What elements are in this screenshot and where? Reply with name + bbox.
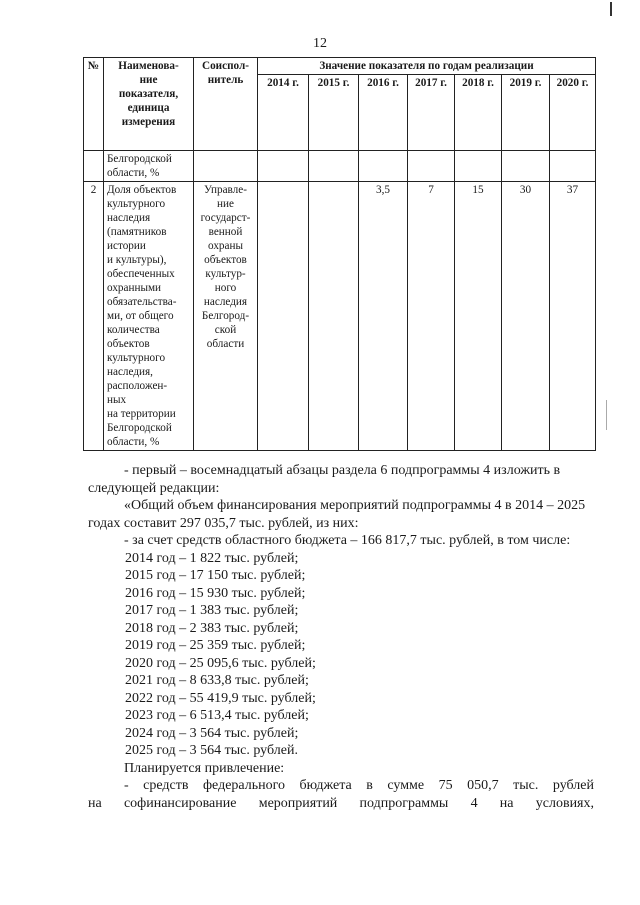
- row-value: 37: [550, 182, 596, 451]
- row-value: 7: [408, 182, 455, 451]
- row-name-line: ных: [107, 394, 127, 406]
- row-value: [408, 151, 455, 182]
- paragraph-regional-budget: - за счет средств областного бюджета – 166 817,7 тыс. рублей, в том числе:: [124, 533, 571, 548]
- row-executor-line: объектов: [204, 254, 247, 266]
- header-year: 2017 г.: [408, 75, 455, 151]
- row-value: [309, 182, 359, 451]
- row-name-line: объектов: [107, 338, 150, 350]
- row-name-line: области, %: [107, 167, 160, 179]
- row-executor-line: ние: [217, 198, 234, 210]
- row-num: 2: [84, 182, 104, 451]
- list-item: 2019 год – 25 359 тыс. рублей;: [125, 638, 306, 653]
- row-value: [309, 151, 359, 182]
- row-value: [258, 151, 309, 182]
- header-name-line: единица: [127, 102, 170, 114]
- row-name-line: (памятников: [107, 226, 167, 238]
- paragraph-federal-budget-line2: на софинансирование мероприятий подпрограммы 4 на условиях,: [88, 795, 594, 811]
- scan-mark-top-right: [610, 2, 612, 16]
- header-name-line: ние: [139, 74, 158, 86]
- row-name-line: охранными: [107, 282, 162, 294]
- row-executor-line: Белгород-: [201, 310, 250, 322]
- list-item: 2014 год – 1 822 тыс. рублей;: [125, 550, 299, 566]
- header-year: 2020 г.: [550, 75, 596, 151]
- row-executor: [194, 151, 258, 182]
- scan-mark-right-edge: [606, 400, 607, 430]
- row-name-line: наследия,: [107, 366, 153, 378]
- list-item: 2018 год – 2 383 тыс. рублей;: [125, 620, 299, 636]
- paragraph-planned: Планируется привлечение:: [124, 760, 285, 776]
- header-executor: [194, 58, 258, 151]
- row-value: [258, 182, 309, 451]
- header-year: 2015 г.: [309, 75, 359, 151]
- row-name-line: Доля объектов: [107, 184, 177, 196]
- header-num: №: [84, 58, 104, 151]
- row-executor-line: культур-: [205, 268, 246, 280]
- header-years-group: Значение показателя по годам реализации: [258, 58, 596, 75]
- row-executor-line: венной: [208, 226, 243, 238]
- yearly-amounts-list: [88, 550, 594, 760]
- row-name-line: ми, от общего: [107, 310, 174, 322]
- row-name-line: расположен-: [107, 380, 168, 392]
- row-name-line: культурного: [107, 352, 166, 364]
- row-value: 15: [455, 182, 502, 451]
- row-name-line: области, %: [107, 436, 160, 448]
- row-value: [502, 151, 550, 182]
- paragraph-total-financing: «Общий объем финансирования мероприятий подпрограммы 4 в 2014 – 2025 годах составит 297 035,7 тыс. рублей, из них:: [88, 498, 586, 531]
- row-name-line: истории: [107, 240, 146, 252]
- row-executor-line: охраны: [208, 240, 243, 252]
- row-value: 30: [502, 182, 550, 451]
- page-number: 12: [313, 36, 327, 51]
- list-item: 2015 год – 17 150 тыс. рублей;: [125, 568, 306, 583]
- row-name: [104, 182, 194, 451]
- header-year: 2018 г.: [455, 75, 502, 151]
- row-name-line: наследия: [107, 212, 151, 224]
- table-row: [84, 182, 596, 451]
- body-text: [88, 462, 594, 812]
- paragraph-amendment: - первый – восемнадцатый абзацы раздела 6 подпрограммы 4 изложить в следующей редакции:: [88, 463, 561, 496]
- header-year: 2016 г.: [359, 75, 408, 151]
- indicators-table: [83, 57, 596, 451]
- row-executor-line: области: [206, 338, 245, 350]
- header-executor-line: нитель: [207, 74, 244, 86]
- list-item: 2025 год – 3 564 тыс. рублей.: [125, 743, 298, 758]
- list-item: 2022 год – 55 419,9 тыс. рублей;: [125, 690, 316, 706]
- header-name-line: измерения: [121, 116, 176, 128]
- table-row: [84, 151, 596, 182]
- row-executor-line: наследия: [203, 296, 248, 308]
- row-name-line: на территории: [107, 408, 176, 420]
- row-name-line: Белгородской: [107, 153, 172, 165]
- row-executor-line: ного: [214, 282, 237, 294]
- header-executor-line: Соиспол-: [202, 60, 249, 72]
- header-name-line: показателя,: [118, 88, 179, 100]
- header-name-line: Наименова-: [118, 60, 179, 72]
- row-value: [550, 151, 596, 182]
- row-num: [84, 151, 104, 182]
- header-year: 2019 г.: [502, 75, 550, 151]
- row-name: [104, 151, 194, 182]
- row-name-line: обязательства-: [107, 296, 177, 308]
- row-name-line: количества: [107, 324, 160, 336]
- row-name-line: культурного: [107, 198, 166, 210]
- list-item: 2020 год – 25 095,6 тыс. рублей;: [125, 655, 316, 671]
- list-item: 2023 год – 6 513,4 тыс. рублей;: [125, 708, 309, 723]
- row-value: [359, 151, 408, 182]
- row-value: [455, 151, 502, 182]
- row-executor-line: государст-: [200, 212, 251, 224]
- list-item: 2017 год – 1 383 тыс. рублей;: [125, 603, 299, 618]
- list-item: 2024 год – 3 564 тыс. рублей;: [125, 725, 299, 741]
- header-row-1: [84, 58, 596, 75]
- row-name-line: обеспеченных: [107, 268, 175, 280]
- row-name-line: и культуры),: [107, 254, 167, 266]
- header-name: [104, 58, 194, 151]
- row-name-line: Белгородской: [107, 422, 172, 434]
- header-year: 2014 г.: [258, 75, 309, 151]
- row-executor-line: ской: [214, 324, 237, 336]
- list-item: 2021 год – 8 633,8 тыс. рублей;: [125, 673, 309, 688]
- row-executor: [194, 182, 258, 451]
- row-value: 3,5: [359, 182, 408, 451]
- paragraph-federal-budget-line1: - средств федерального бюджета в сумме 75 050,7 тыс. рублей: [124, 778, 594, 793]
- list-item: 2016 год – 15 930 тыс. рублей;: [125, 585, 306, 601]
- row-executor-line: Управле-: [204, 184, 247, 196]
